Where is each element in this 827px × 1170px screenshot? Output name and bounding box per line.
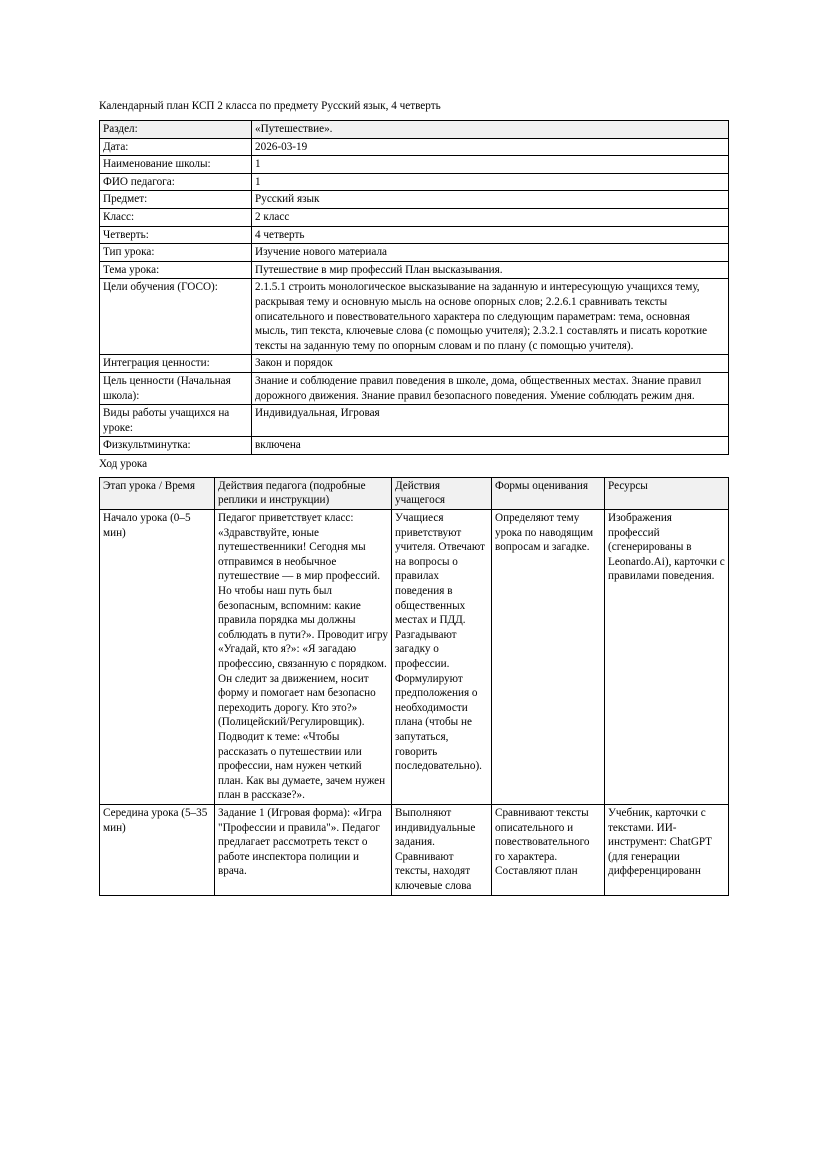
- lesson-flow-header: [100, 477, 729, 509]
- info-row-label: Четверть:: [100, 226, 252, 244]
- student-actions-cell: [392, 804, 492, 895]
- resources-cell-text: Изображения профессий (сгенерированы в Leonardo.Ai), карточки с правилами поведения.: [608, 512, 725, 583]
- info-row-value: включена: [252, 437, 729, 455]
- info-row-value: Индивидуальная, Игровая: [252, 405, 729, 437]
- page-title: Календарный план КСП 2 класса по предмету Русский язык, 4 четверть: [99, 100, 441, 112]
- info-row-label: Цели обучения (ГОСО):: [100, 279, 252, 355]
- info-row-value: 2 класс: [252, 208, 729, 226]
- info-row-value: Русский язык: [252, 191, 729, 209]
- column-header: Ресурсы: [605, 477, 729, 509]
- stage-cell-text: Середина урока (5–35 мин): [103, 806, 208, 834]
- info-row-label: Дата:: [100, 138, 252, 156]
- column-header: Этап урока / Время: [100, 477, 215, 509]
- info-row-label: Класс:: [100, 208, 252, 226]
- info-row-label: Виды работы учащихся на уроке:: [100, 405, 252, 437]
- table-row: [100, 208, 729, 226]
- lesson-flow-table: [99, 477, 729, 896]
- assessment-cell-text: Сравнивают тексты описательного и повествовательного го характера. Составляют план: [495, 806, 590, 878]
- lesson-flow-caption: Ход урока: [99, 457, 148, 470]
- teacher-actions-cell-text: Педагог приветствует класс: «Здравствуйте, юные путешественники! Сегодня мы отправимся в необычное путешествие — в мир профессий. Но чтобы наш путь был безопасным, вспомним: какие правила порядка мы должны соблюдать в пути?». Проводит игру «Угадай, кто я?»: «Я загадаю профессию, связанную с порядком. Он следит за движением, носит форму и помогает нам безопасно переходить дорогу. Кто это?» (Полицейский/Регулировщик). Подводит к теме: «Чтобы рассказать о путешествии или профессии, нам нужен четкий план. Как вы думаете, зачем нужен план в рассказе?».: [218, 512, 388, 802]
- column-header: Действия учащегося: [392, 477, 492, 509]
- info-row-label: ФИО педагога:: [100, 173, 252, 191]
- lesson-flow-body: [100, 510, 729, 895]
- info-row-label: Цель ценности (Начальная школа):: [100, 372, 252, 404]
- table-row: [100, 121, 729, 139]
- info-row-label: Тип урока:: [100, 244, 252, 262]
- lesson-info-body: [100, 121, 729, 455]
- info-row-value: Изучение нового материала: [252, 244, 729, 262]
- table-row: [100, 244, 729, 262]
- info-row-label: Раздел:: [100, 121, 252, 139]
- table-row: [100, 261, 729, 279]
- stage-cell: [100, 510, 215, 805]
- info-row-value: Путешествие в мир профессий План высказывания.: [252, 261, 729, 279]
- table-row: [100, 510, 729, 805]
- info-row-value: Закон и порядок: [252, 355, 729, 373]
- teacher-actions-cell-text: Задание 1 (Игровая форма): «Игра "Профессии и правила"». Педагог предлагает рассмотреть текст о работе инспектора полиции и врача.: [218, 806, 382, 878]
- teacher-actions-cell: [215, 510, 392, 805]
- student-actions-cell-text: Учащиеся приветствуют учителя. Отвечают на вопросы о правилах поведения в общественных местах и ПДД. Разгадывают загадку о профессии. Формулируют предположения о необходимости плана (чтобы не запутаться, говорить последовательно).: [395, 512, 485, 773]
- info-row-value: Знание и соблюдение правил поведения в школе, дома, общественных местах. Знание правил дорожного движения. Знание правил безопасного поведения. Умение соблюдать режим дня.: [252, 372, 729, 404]
- student-actions-cell: [392, 510, 492, 805]
- lesson-info-table: [99, 120, 729, 455]
- table-row: [100, 226, 729, 244]
- table-row: [100, 437, 729, 455]
- info-row-value: 1: [252, 156, 729, 174]
- table-row: [100, 138, 729, 156]
- table-row: [100, 279, 729, 355]
- table-header-row: [100, 477, 729, 509]
- table-row: [100, 156, 729, 174]
- info-row-label: Интеграция ценности:: [100, 355, 252, 373]
- column-header: Формы оценивания: [492, 477, 605, 509]
- info-row-label: Предмет:: [100, 191, 252, 209]
- table-row: [100, 173, 729, 191]
- table-row: [100, 372, 729, 404]
- info-row-label: Тема урока:: [100, 261, 252, 279]
- info-row-value: «Путешествие».: [252, 121, 729, 139]
- column-header: Действия педагога (подробные реплики и инструкции): [215, 477, 392, 509]
- stage-cell-text: Начало урока (0–5 мин): [103, 512, 191, 539]
- resources-cell: [605, 804, 729, 895]
- info-row-value: 2026-03-19: [252, 138, 729, 156]
- resources-cell: [605, 510, 729, 805]
- table-row: [100, 191, 729, 209]
- student-actions-cell-text: Выполняют индивидуальные задания. Сравнивают тексты, находят ключевые слова: [395, 806, 476, 892]
- assessment-cell-text: Определяют тему урока по наводящим вопросам и загадке.: [495, 512, 594, 554]
- table-row: [100, 405, 729, 437]
- info-row-value: 2.1.5.1 строить монологическое высказывание на заданную и интересующую учащихся тему, раскрывая тему и основную мысль на основе опорных слов; 2.2.6.1 сравнивать тексты описательного и повествовательного характера по следующим параметрам: тема, основная мысль, тип текста, ключевые слова (с помощью учителя); 2.3.2.1 составлять и писать короткие тексты на заданную тему по опорным словам и по плану (с помощью учителя).: [252, 279, 729, 355]
- table-row: [100, 804, 729, 895]
- info-row-value: 1: [252, 173, 729, 191]
- assessment-cell: [492, 510, 605, 805]
- info-row-value: 4 четверть: [252, 226, 729, 244]
- teacher-actions-cell: [215, 804, 392, 895]
- info-row-label: Наименование школы:: [100, 156, 252, 174]
- resources-cell-text: Учебник, карточки с текстами. ИИ-инструмент: ChatGPT (для генерации дифференцированн: [608, 806, 712, 878]
- table-row: [100, 355, 729, 373]
- info-row-label: Физкультминутка:: [100, 437, 252, 455]
- assessment-cell: [492, 804, 605, 895]
- stage-cell: [100, 804, 215, 895]
